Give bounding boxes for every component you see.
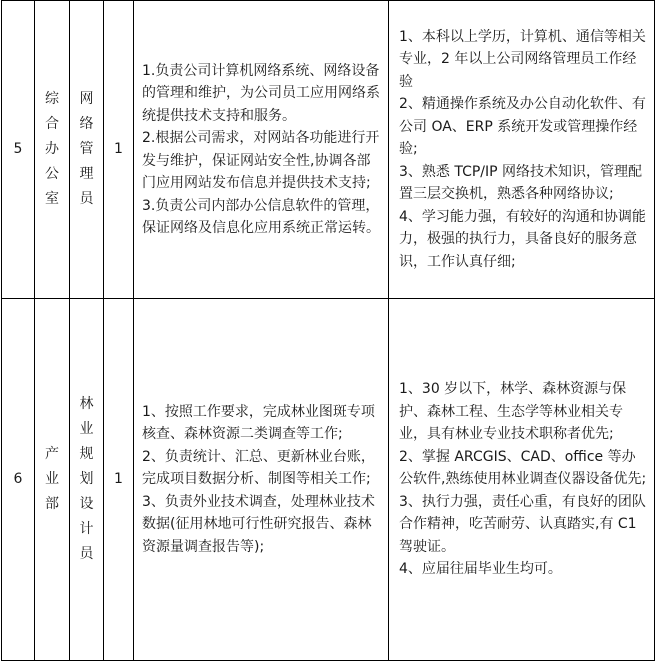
headcount: 1 — [104, 299, 134, 661]
duty-item: 2、负责统计、汇总、更新林业台账，完成项目数据分析、制图等相关工作; — [142, 448, 375, 488]
duty-item: 3.负责公司内部办公信息软件的管理，保证网络及信息化应用系统正常运转。 — [142, 197, 380, 236]
duty-item: 3、负责外业技术调查，处理林业技术数据(征用林地可行性研究报告、森林资源量调查报告等); — [142, 493, 375, 555]
department-name: 综合办公室 — [45, 91, 59, 207]
requirement-item: 3、熟悉 TCP/IP 网络技术知识，管理配置三层交换机，熟悉各种网络协议; — [399, 163, 643, 203]
headcount: 1 — [104, 1, 134, 299]
requirements-cell — [389, 299, 655, 661]
requirements-cell — [389, 1, 655, 299]
requirement-item: 2、精通操作系统及办公自动化软件、有公司 OA、ERP 系统开发或管理操作经验; — [399, 96, 646, 158]
duties-cell — [134, 299, 389, 661]
position-name: 林业规划设计员 — [79, 396, 94, 562]
requirement-item: 1、本科以上学历，计算机、通信等相关专业，2 年以上公司网络管理员工作经验 — [399, 28, 646, 90]
department-cell — [35, 299, 70, 661]
duty-item: 1、按照工作要求，完成林业图斑专项核查、森林资源二类调查等工作; — [142, 403, 375, 443]
requirement-item: 2、掌握 ARCGIS、CAD、office 等办公软件,熟练使用林业调查仪器设备优先; — [399, 448, 647, 488]
duty-item: 1.负责公司计算机网络系统、网络设备的管理和维护，为公司员工应用网络系统提供技术支持和服务。 — [142, 62, 380, 124]
requirement-item: 1、30 岁以下，林学、森林资源与保护、森林工程、生态学等林业相关专业，具有林业专业技术职称者优先; — [399, 381, 627, 443]
department-name: 产业部 — [45, 446, 59, 512]
position-name: 网络管理员 — [79, 91, 94, 207]
table-row — [2, 1, 655, 299]
duty-item: 2.根据公司需求，对网站各功能进行开发与维护，保证网站安全性,协调各部门应用网站发布信息并提供技术支持; — [142, 130, 380, 191]
requirement-item: 3、执行力强，责任心重，有良好的团队合作精神，吃苦耐劳、认真踏实,有 C1 驾驶证。 — [399, 493, 646, 555]
table-row — [2, 299, 655, 661]
position-cell — [70, 299, 104, 661]
row-number: 5 — [2, 1, 35, 299]
duties-cell — [134, 1, 389, 299]
row-number: 6 — [2, 299, 35, 661]
requirement-item: 4、学习能力强，有较好的沟通和协调能力，极强的执行力，具备良好的服务意识，工作认真仔细; — [399, 208, 646, 270]
job-table — [1, 0, 655, 661]
position-cell — [70, 1, 104, 299]
requirement-item: 4、应届往届毕业生均可。 — [399, 561, 562, 578]
department-cell — [35, 1, 70, 299]
